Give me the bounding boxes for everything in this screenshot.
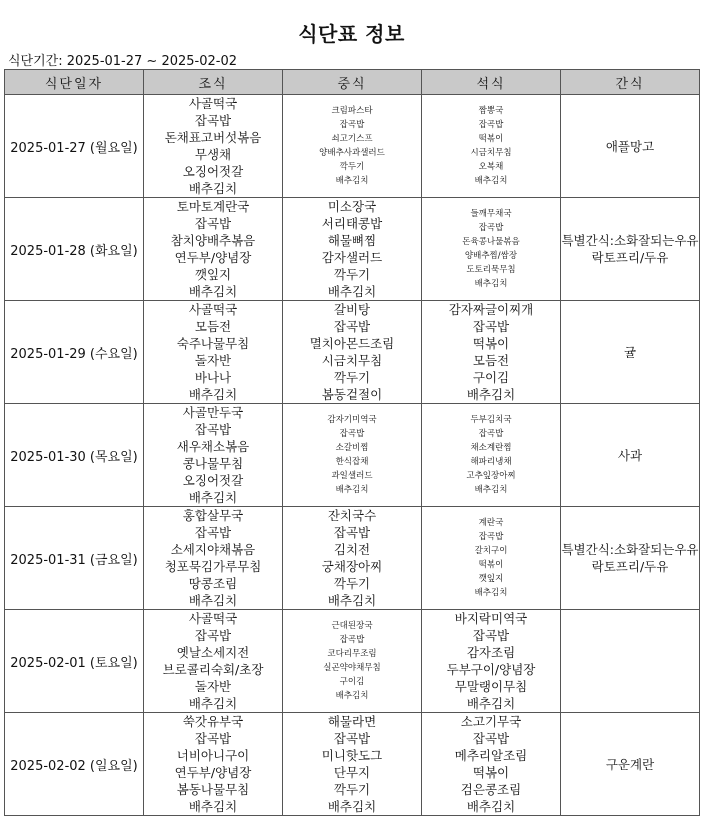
lunch-menu-item: 깍두기: [333, 370, 371, 385]
breakfast-menu-item: 배추김치: [188, 181, 238, 196]
lunch-menu-item: 시금치무침: [321, 353, 383, 368]
breakfast-menu-item: 연두부/양념장: [174, 765, 252, 780]
breakfast-menu-item: 홍합살무국: [182, 508, 244, 523]
breakfast-menu-item: 사골떡국: [188, 96, 238, 111]
breakfast-menu-item: 청포묵김가루무침: [164, 559, 262, 574]
lunch-menu-item: 잡곡밥: [333, 319, 371, 334]
dinner-menu-item: 잡곡밥: [478, 120, 504, 130]
lunch-menu-item: 잡곡밥: [339, 635, 365, 645]
snack-cell: [561, 507, 700, 610]
breakfast-menu-item: 사골떡국: [188, 611, 238, 626]
snack-menu-item: 특별간식:소화잘되는우유: [561, 233, 699, 248]
lunch-menu-item: 잡곡밥: [333, 731, 371, 746]
lunch-menu-item: 김치전: [333, 542, 371, 557]
breakfast-menu-item: 배추김치: [188, 696, 238, 711]
dinner-cell: [422, 198, 561, 301]
lunch-cell: [283, 610, 422, 713]
dinner-menu-item: 배추김치: [466, 387, 516, 402]
lunch-menu-item: 코다리무조림: [327, 649, 377, 659]
lunch-cell: [283, 198, 422, 301]
snack-cell: [561, 301, 700, 404]
table-row: [5, 713, 700, 816]
dinner-cell: [422, 404, 561, 507]
lunch-menu-item: 깍두기: [333, 576, 371, 591]
breakfast-cell: [144, 95, 283, 198]
meal-date: 2025-01-30 (목요일): [5, 404, 144, 507]
breakfast-menu-item: 배추김치: [188, 593, 238, 608]
lunch-cell: [283, 507, 422, 610]
lunch-menu-item: 배추김치: [327, 284, 377, 299]
header-breakfast: 조식: [144, 70, 283, 95]
page-title: 식단표 정보: [298, 22, 405, 46]
dinner-menu-item: 메추리알조림: [454, 748, 528, 763]
lunch-menu-item: 잔치국수: [327, 508, 377, 523]
breakfast-menu-item: 돌자반: [194, 353, 232, 368]
breakfast-menu-item: 배추김치: [188, 799, 238, 814]
breakfast-menu-item: 무생채: [194, 147, 232, 162]
dinner-menu-item: 모듬전: [472, 353, 510, 368]
table-row: [5, 198, 700, 301]
dinner-menu-item: 배추김치: [474, 176, 508, 186]
meal-date: 2025-01-31 (금요일): [5, 507, 144, 610]
breakfast-menu-item: 숙주나물무침: [176, 336, 250, 351]
breakfast-menu-item: 봄동나물무침: [176, 782, 250, 797]
breakfast-menu-item: 오징어젓갈: [182, 164, 244, 179]
breakfast-menu-item: 잡곡밥: [194, 628, 232, 643]
breakfast-menu-item: 돈채표고버섯볶음: [164, 130, 262, 145]
dinner-menu-item: 소고기무국: [460, 714, 522, 729]
lunch-menu-item: 배추김치: [335, 485, 369, 495]
dinner-menu-item: 떡볶이: [478, 134, 504, 144]
lunch-menu-item: 잡곡밥: [339, 429, 365, 439]
lunch-menu-item: 봄동겉절이: [321, 387, 383, 402]
dinner-menu-item: 배추김치: [474, 485, 508, 495]
snack-menu-item: 귤: [623, 344, 637, 360]
snack-menu-item: 락토프리/두유: [591, 559, 669, 574]
meal-date: 2025-02-02 (일요일): [5, 713, 144, 816]
header-lunch: 중식: [283, 70, 422, 95]
breakfast-menu-item: 사골떡국: [188, 302, 238, 317]
lunch-menu-item: 실곤약야채무침: [323, 663, 381, 673]
breakfast-menu-item: 잡곡밥: [194, 113, 232, 128]
breakfast-menu-item: 배추김치: [188, 490, 238, 505]
table-row: [5, 610, 700, 713]
breakfast-menu-item: 콩나물무침: [182, 456, 244, 471]
table-header-row: [5, 70, 700, 95]
lunch-cell: [283, 713, 422, 816]
table-row: [5, 507, 700, 610]
meal-table: [4, 69, 700, 816]
lunch-menu-item: 서리태콩밥: [321, 216, 383, 231]
dinner-menu-item: 돈육콩나물볶음: [462, 237, 520, 247]
dinner-menu-item: 검은콩조림: [460, 782, 522, 797]
header-dinner: 석식: [422, 70, 561, 95]
lunch-menu-item: 양배추사과샐러드: [319, 148, 385, 158]
breakfast-menu-item: 너비아니구이: [176, 748, 250, 763]
dinner-menu-item: 잡곡밥: [472, 628, 510, 643]
lunch-menu-item: 근대된장국: [331, 621, 373, 631]
breakfast-menu-item: 깻잎지: [194, 267, 232, 282]
header-date: 식단일자: [5, 70, 144, 95]
dinner-menu-item: 바지락미역국: [454, 611, 528, 626]
breakfast-cell: [144, 301, 283, 404]
dinner-menu-item: 배추김치: [466, 799, 516, 814]
lunch-menu-item: 배추김치: [335, 691, 369, 701]
dinner-menu-item: 무말랭이무침: [454, 679, 528, 694]
dinner-menu-item: 두부구이/양념장: [446, 662, 536, 677]
dinner-menu-item: 시금치무침: [470, 148, 512, 158]
snack-menu-item: 구운계란: [605, 756, 655, 772]
dinner-menu-item: 짬뽕국: [478, 106, 504, 116]
dinner-menu-item: 깻잎지: [478, 574, 504, 584]
breakfast-menu-item: 사골만두국: [182, 405, 244, 420]
lunch-menu-item: 소갈비찜: [335, 443, 369, 453]
dinner-menu-item: 감자조림: [466, 645, 516, 660]
table-row: [5, 95, 700, 198]
lunch-menu-item: 배추김치: [335, 176, 369, 186]
meal-period: 식단기간: 2025-01-27 ~ 2025-02-02: [8, 54, 238, 69]
lunch-menu-item: 크림파스타: [331, 106, 373, 116]
breakfast-cell: [144, 198, 283, 301]
dinner-menu-item: 들깨무채국: [470, 209, 512, 219]
breakfast-menu-item: 바나나: [194, 370, 232, 385]
meal-date: 2025-01-29 (수요일): [5, 301, 144, 404]
table-row: [5, 301, 700, 404]
dinner-menu-item: 구이김: [472, 370, 510, 385]
snack-cell: [561, 404, 700, 507]
lunch-menu-item: 한식잡채: [335, 457, 369, 467]
meal-date: 2025-01-27 (월요일): [5, 95, 144, 198]
snack-cell: [561, 713, 700, 816]
dinner-menu-item: 배추김치: [474, 279, 508, 289]
breakfast-menu-item: 잡곡밥: [194, 525, 232, 540]
dinner-cell: [422, 95, 561, 198]
header-snack: 간식: [561, 70, 700, 95]
breakfast-menu-item: 쑥갓유부국: [182, 714, 244, 729]
breakfast-cell: [144, 610, 283, 713]
dinner-cell: [422, 713, 561, 816]
table-row: [5, 404, 700, 507]
dinner-menu-item: 떡볶이: [472, 336, 510, 351]
dinner-menu-item: 감자짜글이찌개: [448, 302, 534, 317]
breakfast-menu-item: 브로콜리숙회/초장: [162, 662, 264, 677]
dinner-menu-item: 채소계란찜: [470, 443, 512, 453]
breakfast-cell: [144, 713, 283, 816]
dinner-cell: [422, 507, 561, 610]
breakfast-menu-item: 새우채소볶음: [176, 439, 250, 454]
lunch-menu-item: 단무지: [333, 765, 371, 780]
lunch-menu-item: 깍두기: [333, 782, 371, 797]
lunch-menu-item: 배추김치: [327, 593, 377, 608]
lunch-menu-item: 잡곡밥: [339, 120, 365, 130]
lunch-menu-item: 과일샐러드: [331, 471, 373, 481]
breakfast-menu-item: 모듬전: [194, 319, 232, 334]
dinner-menu-item: 잡곡밥: [478, 223, 504, 233]
dinner-menu-item: 도토리묵무침: [466, 265, 516, 275]
lunch-menu-item: 잡곡밥: [333, 525, 371, 540]
lunch-cell: [283, 95, 422, 198]
lunch-menu-item: 구이김: [339, 677, 365, 687]
lunch-menu-item: 미니핫도그: [321, 748, 383, 763]
lunch-menu-item: 깍두기: [339, 162, 365, 172]
lunch-menu-item: 감자기미역국: [327, 415, 377, 425]
lunch-menu-item: 해물라면: [327, 714, 377, 729]
breakfast-menu-item: 땅콩조림: [188, 576, 238, 591]
breakfast-menu-item: 배추김치: [188, 387, 238, 402]
dinner-cell: [422, 301, 561, 404]
breakfast-menu-item: 참치양배추볶음: [170, 233, 256, 248]
breakfast-menu-item: 토마토계란국: [176, 199, 250, 214]
lunch-cell: [283, 301, 422, 404]
lunch-menu-item: 갈비탕: [333, 302, 371, 317]
snack-cell: [561, 610, 700, 713]
dinner-menu-item: 고추잎장아찌: [466, 471, 516, 481]
dinner-menu-item: 양배추찜/쌈장: [464, 251, 518, 261]
dinner-menu-item: 갈치구이: [474, 546, 508, 556]
breakfast-menu-item: 잡곡밥: [194, 216, 232, 231]
breakfast-menu-item: 돌자반: [194, 679, 232, 694]
snack-menu-item: 사과: [617, 447, 643, 463]
meal-date: 2025-01-28 (화요일): [5, 198, 144, 301]
dinner-menu-item: 배추김치: [466, 696, 516, 711]
breakfast-menu-item: 연두부/양념장: [174, 250, 252, 265]
lunch-menu-item: 쇠고기스프: [331, 134, 373, 144]
dinner-menu-item: 떡볶이: [472, 765, 510, 780]
lunch-menu-item: 멸치아몬드조림: [309, 336, 395, 351]
meal-date: 2025-02-01 (토요일): [5, 610, 144, 713]
dinner-menu-item: 잡곡밥: [472, 319, 510, 334]
breakfast-cell: [144, 404, 283, 507]
dinner-menu-item: 떡볶이: [478, 560, 504, 570]
snack-cell: [561, 95, 700, 198]
snack-cell: [561, 198, 700, 301]
lunch-menu-item: 배추김치: [327, 799, 377, 814]
breakfast-menu-item: 잡곡밥: [194, 422, 232, 437]
breakfast-menu-item: 옛날소세지전: [176, 645, 250, 660]
snack-menu-item: 특별간식:소화잘되는우유: [561, 542, 699, 557]
dinner-menu-item: 잡곡밥: [478, 532, 504, 542]
breakfast-menu-item: 배추김치: [188, 284, 238, 299]
lunch-menu-item: 깍두기: [333, 267, 371, 282]
dinner-menu-item: 오복채: [478, 162, 504, 172]
dinner-menu-item: 두부김치국: [470, 415, 512, 425]
lunch-menu-item: 감자샐러드: [321, 250, 383, 265]
dinner-menu-item: 계란국: [478, 518, 504, 528]
dinner-cell: [422, 610, 561, 713]
breakfast-menu-item: 소세지야채볶음: [170, 542, 256, 557]
dinner-menu-item: 해파리냉채: [470, 457, 512, 467]
snack-menu-item: 락토프리/두유: [591, 250, 669, 265]
breakfast-menu-item: 잡곡밥: [194, 731, 232, 746]
lunch-menu-item: 궁채장아찌: [321, 559, 383, 574]
lunch-menu-item: 해물뼈찜: [327, 233, 377, 248]
breakfast-menu-item: 오징어젓갈: [182, 473, 244, 488]
breakfast-cell: [144, 507, 283, 610]
snack-menu-item: 애플망고: [605, 138, 655, 154]
lunch-menu-item: 미소장국: [327, 199, 377, 214]
dinner-menu-item: 잡곡밥: [472, 731, 510, 746]
dinner-menu-item: 잡곡밥: [478, 429, 504, 439]
lunch-cell: [283, 404, 422, 507]
dinner-menu-item: 배추김치: [474, 588, 508, 598]
